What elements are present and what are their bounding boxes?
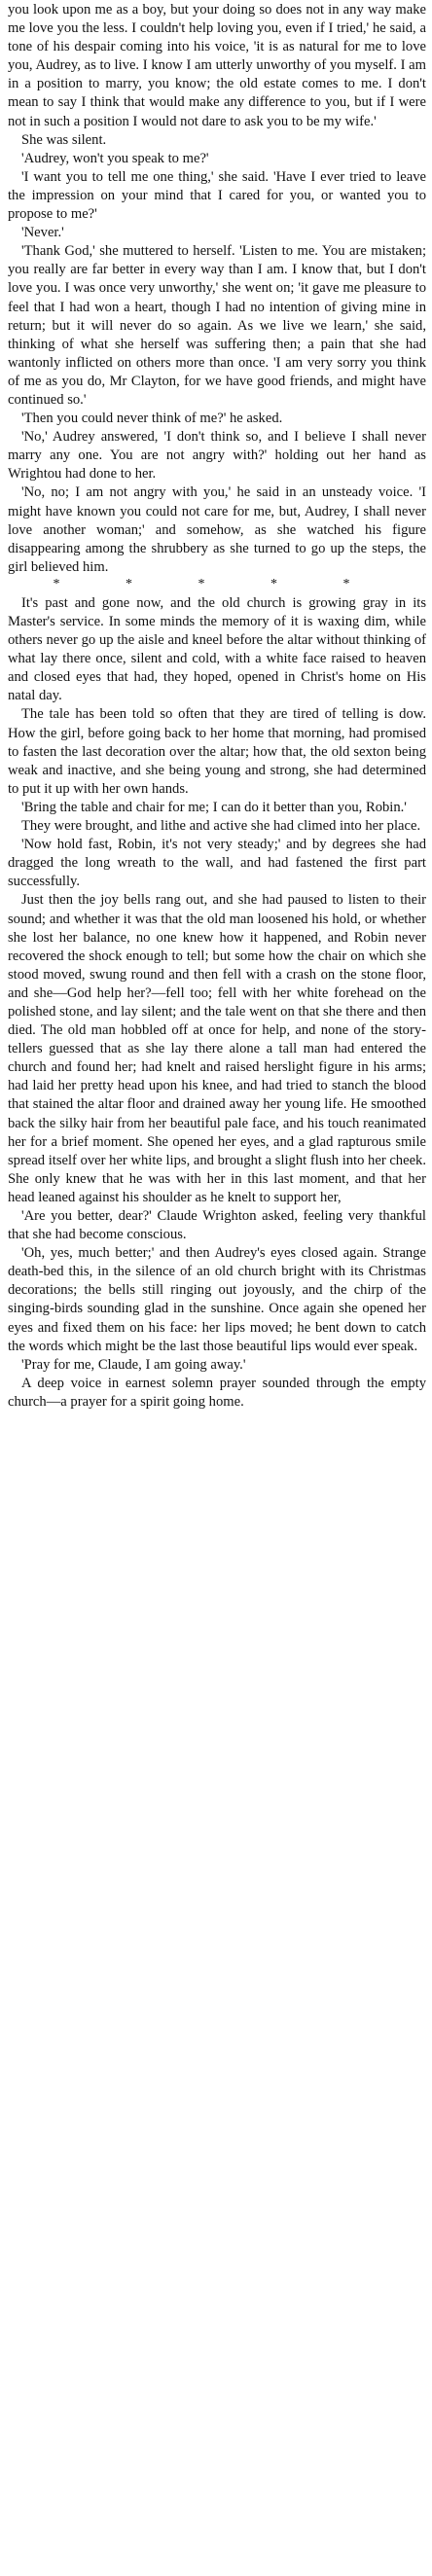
paragraph: It's past and gone now, and the old church is growing gray in its Master's service. In some minds the memory of it is waxing dim, while others never go up the aisle and kneel before the altar without thinking of what lay there once, silent and cold, with a white face raised to heaven and closed eyes that had, they hoped, opened in Christ's home on His natal day.	[8, 594, 426, 704]
paragraph: 'Then you could never think of me?' he asked.	[21, 411, 283, 427]
paragraph: The tale has been told so often that they are tired of telling is dow. How the girl, before going back to her home that morning, had promised to fasten the last decoration over the altar; how that, the old sexton being weak and inactive, and she being young and strong, she had determined to put it up with her own hands.	[8, 706, 426, 797]
paragraph: 'No,' Audrey answered, 'I don't think so, and I believe I shall never marry any one. You are not angry with?' holding out her hand as Wrightou had done to her.	[8, 429, 426, 483]
paragraph: 'Now hold fast, Robin, it's not very steady;' and by degrees she had dragged the long wreath to the wall, and had fastened the first part successfully.	[8, 837, 426, 890]
paragraph: She was silent.	[21, 131, 107, 148]
paragraph: Just then the joy bells rang out, and she had paused to listen to their sound; and whether it was that the old man loosened his hold, or whether she lost her balance, no one knew how it happened, and Robin never recovered the shock enough to tell; but some how the chair on which she stood moved, swung round and then fell with a crash on the stone floor, and she—God help her?—fell too; fell with her white forehead on the polished stone, and lay silent; and the tale went on that she there and then died. The old man hobbled off at once for help, and none of the story-tellers guessed that as she lay there alone a tall man had entered the church and found her; had knelt and raised herslight figure in his arms; had laid her pretty head upon his knee, and had tried to stanch the blood that stained the altar floor and drained away her young life. He smoothed back the silky hair from her beautiful pale face, and his touch reanimated her for a brief moment. She opened her eyes, and a glad rapturous smile spread itself over her white lips, and brought a slight flush into her cheek. She only knew that he was with her in this last moment, and that her head leaned against his shoulder as he knelt to support her,	[8, 892, 427, 1205]
paragraph: 'Thank God,' she muttered to herself. 'Listen to me. You are mistaken; you really are far better in every way than I am. I know that, but I don't love you. I was once very unworthy,' she went on; 'it gave me pleasure to feel that I had won a heart, though I had no intention of giving mine in return; but it will never do so again. As we live we learn,' she said, thinking of what she herself was suffering then; a pain that she had wantonly inflicted on others more than once. 'I am very sorry you think of me as you do, Mr Clayton, for we have good friends, and might have continued so.'	[8, 243, 426, 408]
paragraph: 'Bring the table and chair for me; I can do it better than you, Robin.'	[21, 799, 407, 815]
section-separator: * * * * *	[53, 576, 381, 591]
paragraph: 'I want you to tell me one thing,' she said. 'Have I ever tried to leave the impression on your mind that I cared for you, or wanted you to propose to me?'	[8, 168, 426, 223]
paragraph: 'Are you better, dear?' Claude Wrighton asked, feeling very thankful that she had become conscious.	[8, 1208, 426, 1243]
paragraph: They were brought, and lithe and active she had climed into her place.	[21, 818, 421, 835]
paragraph: 'Oh, yes, much better;' and then Audrey's eyes closed again. Strange death-bed this, in the silence of an old church bright with its Christmas decorations; the bells still ringing out joyously, and the chirp of the singing-birds sounding glad in the sunshine. Once again she opened her eyes and fixed them on his face: her lips moved; he bent down to catch the words which might be the last those beautiful lips would ever speak.	[8, 1245, 426, 1354]
paragraph: 'Never.'	[21, 225, 64, 241]
paragraph: you look upon me as a boy, but your doing so does not in any way make me love you the less. I couldn't help loving you, even if I tried,' he said, a tone of his despair coming into his voice, 'it is as natural for me to love you, Audrey, as to live. I know I am utterly unworthy of you myself. I am in a position to marry, you know; the old estate comes to me. I don't mean to say I think that would make any difference to you, but if I were not in such a position I would not dare to ask you to be my wife.'	[8, 2, 426, 129]
paragraph: 'Audrey, won't you speak to me?'	[21, 150, 209, 166]
paragraph: 'Pray for me, Claude, I am going away.'	[21, 1356, 246, 1373]
paragraph: 'No, no; I am not angry with you,' he said in an unsteady voice. 'I might have known you could not care for me, but, Audrey, I shall never love another woman;' and somehow, as she watched his figure disappearing among the shrubbery as she turned to go up the steps, the girl believed him.	[8, 484, 426, 575]
paragraph: A deep voice in earnest solemn prayer sounded through the empty church—a prayer for a spirit going home.	[8, 1375, 426, 1410]
